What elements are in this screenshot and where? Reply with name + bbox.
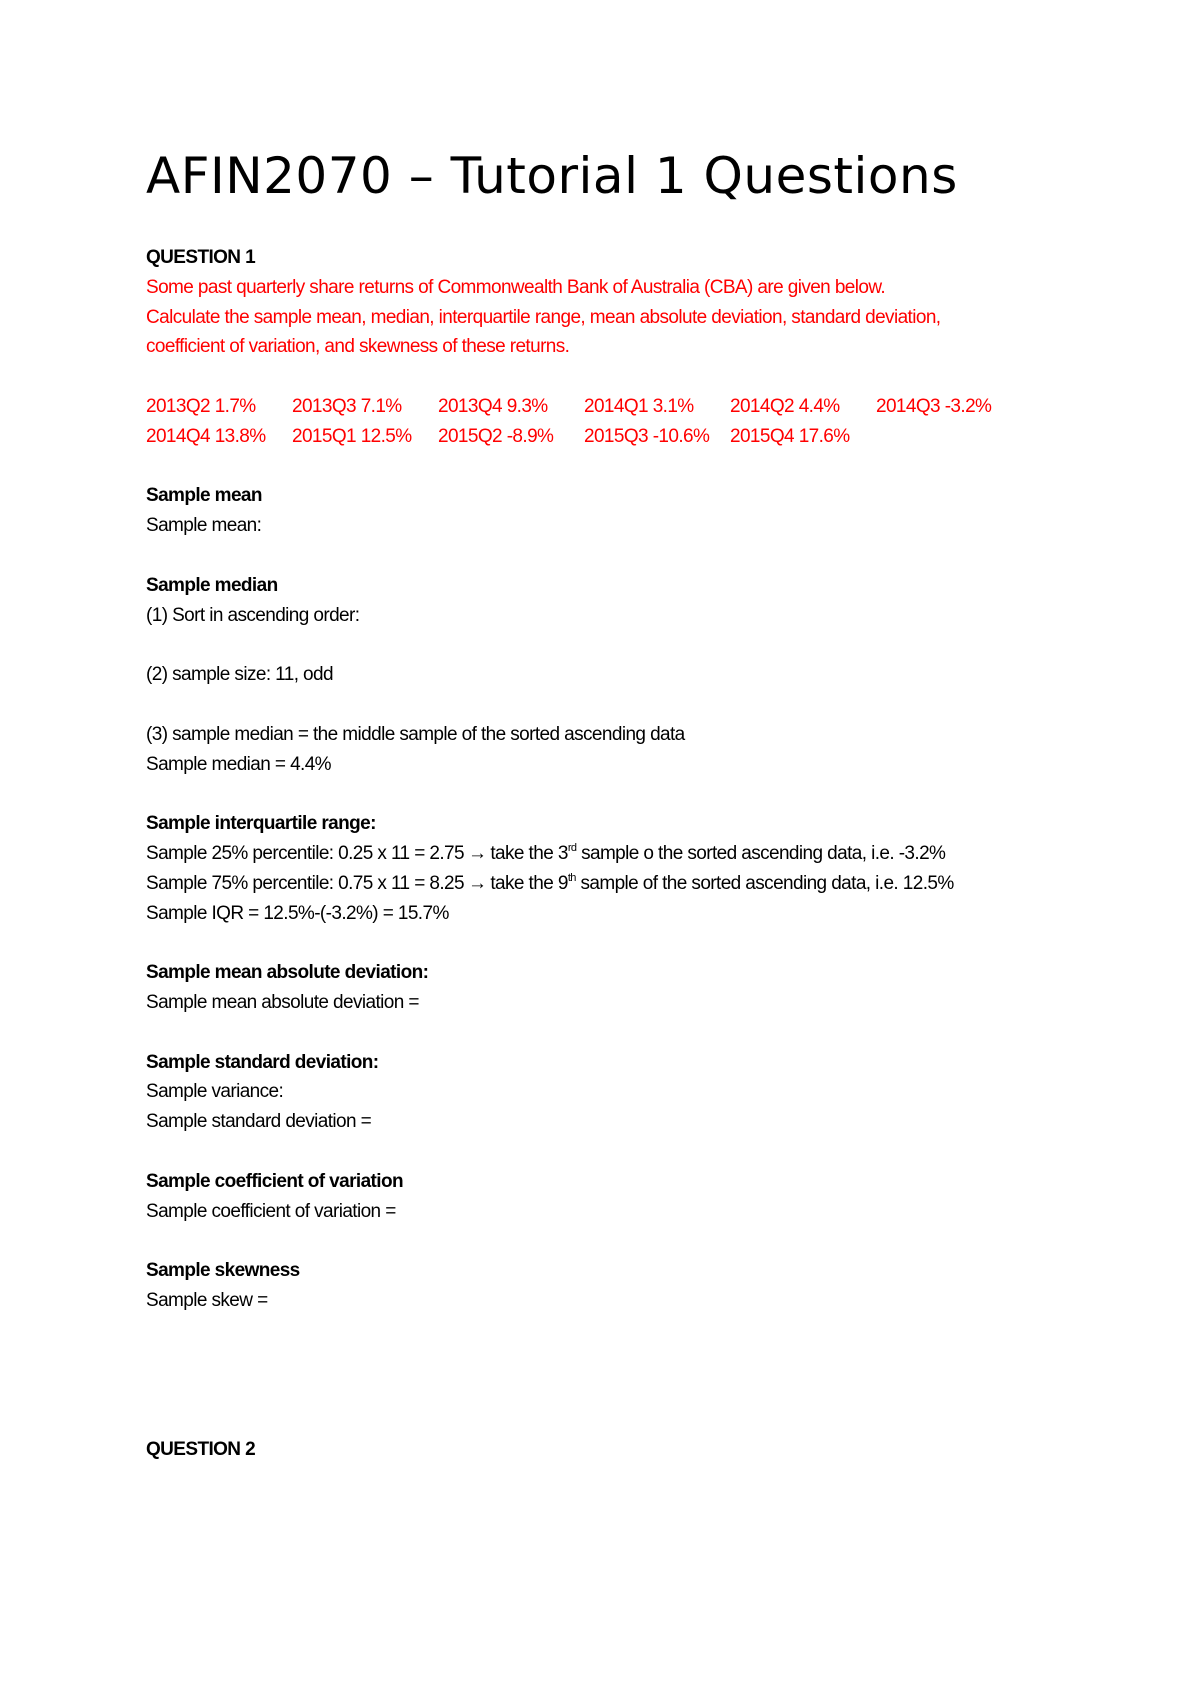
iqr-p75-line — [146, 869, 1106, 899]
iqr-heading: Sample interquartile range: — [146, 813, 376, 835]
median-step-1: (1) Sort in ascending order: — [146, 604, 360, 626]
return-item: 2014Q4 13.8% — [146, 425, 266, 447]
median-step-2: (2) sample size: 11, odd — [146, 664, 333, 686]
return-item: 2013Q3 7.1% — [292, 395, 402, 417]
iqr-p25-calc: Sample 25% percentile: 0.25 x 11 = 2.75 — [146, 842, 464, 864]
iqr-result: Sample IQR = 12.5%-(-3.2%) = 15.7% — [146, 902, 449, 924]
return-item: 2013Q2 1.7% — [146, 395, 256, 417]
return-item: 2013Q4 9.3% — [438, 395, 548, 417]
sd-line: Sample standard deviation = — [146, 1111, 372, 1133]
document-title: AFIN2070 – Tutorial 1 Questions — [146, 147, 958, 205]
question-1-heading: QUESTION 1 — [146, 247, 256, 268]
question-2-heading: QUESTION 2 — [146, 1438, 256, 1460]
iqr-p75-take: take the 9 — [490, 872, 568, 894]
mad-heading: Sample mean absolute deviation: — [146, 962, 429, 984]
right-arrow-icon: → — [467, 842, 487, 864]
question-1-text-line-3: coefficient of variation, and skewness of these returns. — [146, 336, 570, 358]
iqr-p25-rest: sample o the sorted ascending data, i.e. -3.2% — [576, 842, 946, 864]
iqr-p25-ordinal: rd — [567, 841, 577, 854]
mean-line: Sample mean: — [146, 515, 262, 537]
return-item: 2014Q1 3.1% — [584, 395, 694, 417]
returns-list — [146, 392, 1106, 452]
median-heading: Sample median — [146, 574, 278, 596]
cv-line: Sample coefficient of variation = — [146, 1200, 396, 1222]
document-body — [146, 243, 1106, 1465]
question-1-text-line-2: Calculate the sample mean, median, interquartile range, mean absolute deviation, standard deviation, — [146, 306, 941, 328]
iqr-p75-rest: sample of the sorted ascending data, i.e. 12.5% — [575, 872, 954, 894]
return-item: 2015Q3 -10.6% — [584, 425, 710, 447]
return-item: 2014Q2 4.4% — [730, 395, 840, 417]
mad-line: Sample mean absolute deviation = — [146, 991, 419, 1013]
return-item: 2015Q2 -8.9% — [438, 425, 554, 447]
median-result: Sample median = 4.4% — [146, 753, 331, 775]
mean-heading: Sample mean — [146, 485, 262, 507]
right-arrow-icon: → — [467, 872, 487, 894]
cv-heading: Sample coefficient of variation — [146, 1170, 403, 1192]
question-1-text-line-1: Some past quarterly share returns of Commonwealth Bank of Australia (CBA) are given below. — [146, 276, 886, 298]
iqr-p75-ordinal: th — [567, 871, 576, 884]
iqr-p75-calc: Sample 75% percentile: 0.75 x 11 = 8.25 — [146, 872, 464, 894]
variance-line: Sample variance: — [146, 1081, 284, 1103]
median-step-3: (3) sample median = the middle sample of the sorted ascending data — [146, 723, 685, 745]
return-item: 2015Q1 12.5% — [292, 425, 412, 447]
sd-heading: Sample standard deviation: — [146, 1051, 379, 1073]
return-item: 2015Q4 17.6% — [730, 425, 850, 447]
skew-heading: Sample skewness — [146, 1260, 300, 1282]
return-item: 2014Q3 -3.2% — [876, 395, 992, 417]
iqr-p25-take: take the 3 — [490, 842, 568, 864]
iqr-p25-line — [146, 839, 1106, 869]
skew-line: Sample skew = — [146, 1289, 268, 1311]
